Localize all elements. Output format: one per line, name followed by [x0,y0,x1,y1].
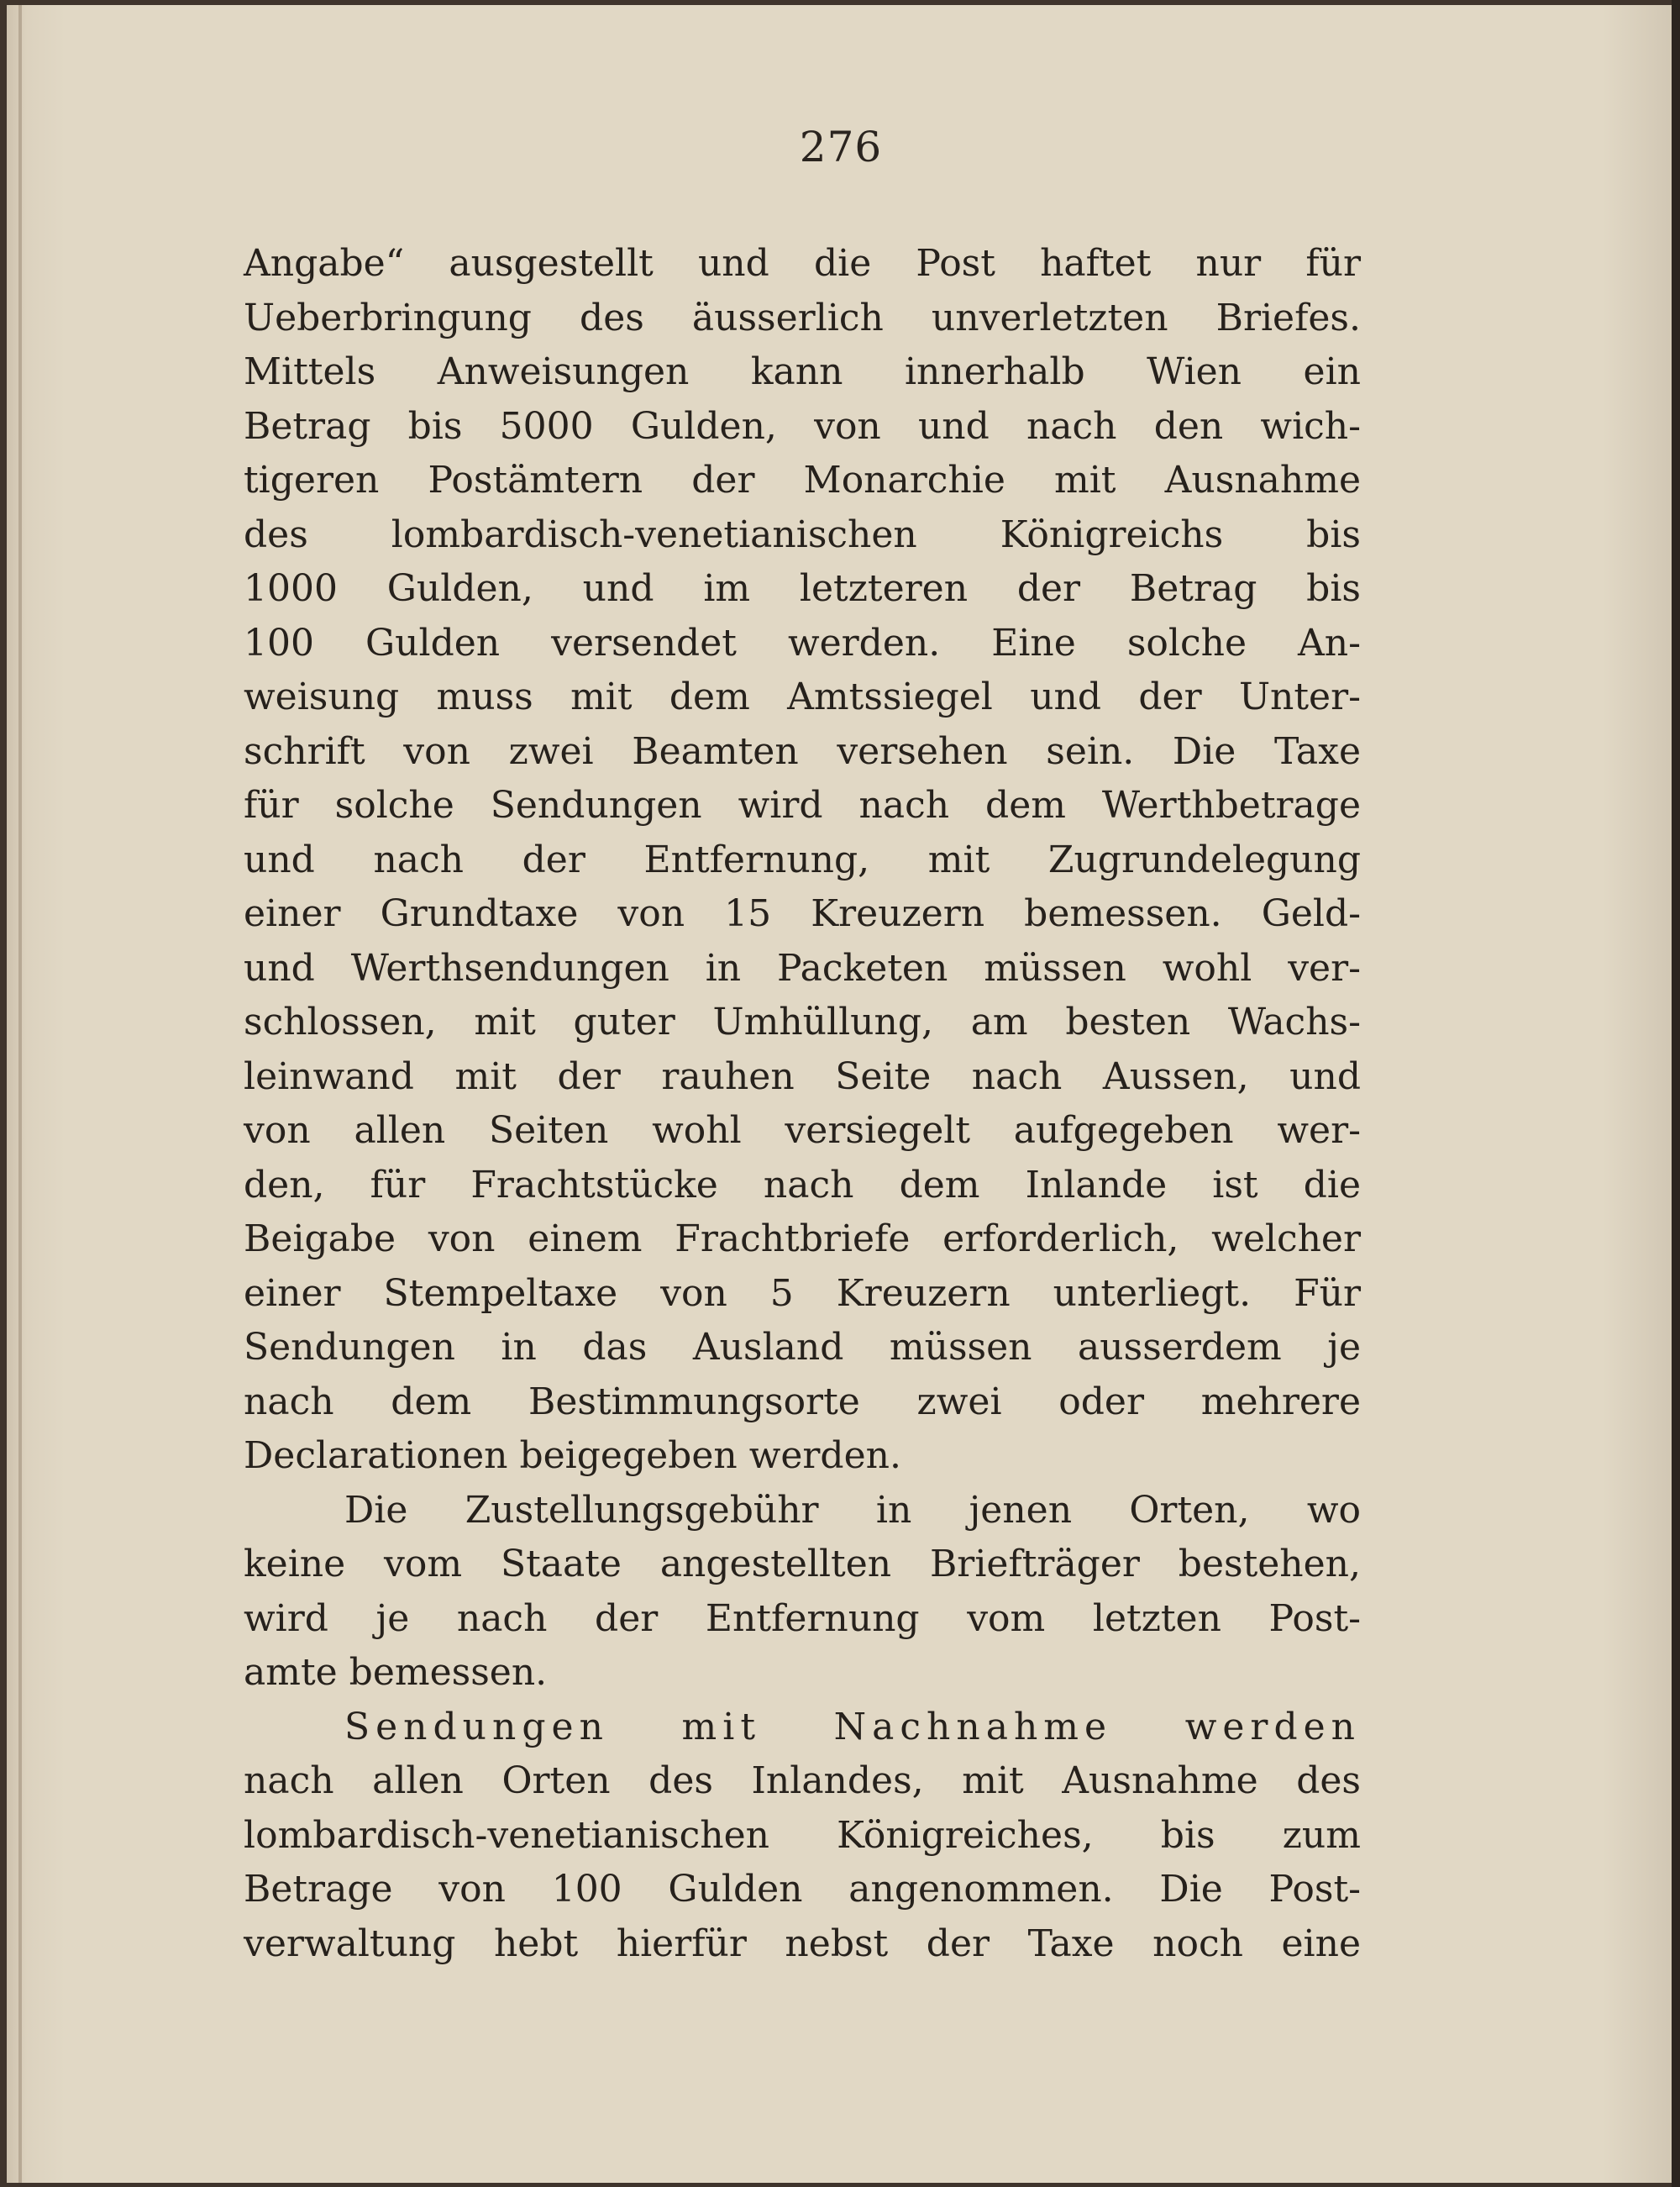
text-line: weisung muss mit dem Amtssiegel und der Unter- [244,676,1361,718]
text-line: den, für Frachtstücke nach dem Inlande ist die [244,1163,1361,1207]
text-line: schrift von zwei Beamten versehen sein. Die Taxe [244,729,1361,773]
text-line: verwaltung hebt hierfür nebst der Taxe noch eine [244,1922,1361,1965]
text-line: Sendungen mit Nachnahme werden [344,1705,1361,1748]
body-text [244,237,1361,1971]
text-line: 100 Gulden versendet werden. Eine solche An- [244,621,1361,665]
text-line: Beigabe von einem Frachtbriefe erforderlich, welcher [244,1217,1361,1260]
text-line: für solche Sendungen wird nach dem Werthbetrage [244,784,1361,827]
text-line: von allen Seiten wohl versiegelt aufgegeben wer- [244,1109,1361,1152]
text-line: Betrage von 100 Gulden angenommen. Die Post- [244,1868,1361,1911]
text-line: Declarationen beigegeben werden. [244,1434,901,1477]
text-line: und nach der Entfernung, mit Zugrundelegung [244,838,1361,881]
scan-right-border [1672,0,1680,2187]
text-line: lombardisch-venetianischen Königreiches, bis zum [244,1813,1361,1857]
text-line: Die Zustellungsgebühr in jenen Orten, wo [344,1488,1361,1532]
text-line: des lombardisch-venetianischen Königreichs bis [244,513,1361,556]
text-line: wird je nach der Entfernung vom letzten Post- [244,1596,1361,1640]
text-line: keine vom Staate angestellten Briefträger bestehen, [244,1543,1361,1585]
page-number: 276 [799,123,883,171]
text-line: und Werthsendungen in Packeten müssen wohl ver- [244,946,1361,990]
text-line: nach dem Bestimmungsorte zwei oder mehrere [244,1380,1361,1423]
text-line: Angabe“ ausgestellt und die Post haftet nur für [244,242,1361,285]
text-line: einer Stempeltaxe von 5 Kreuzern unterliegt. Für [244,1271,1361,1315]
text-line: nach allen Orten des Inlandes, mit Ausnahme des [244,1759,1361,1802]
text-line: Betrag bis 5000 Gulden, von und nach den wich- [244,404,1361,448]
text-line: schlossen, mit guter Umhüllung, am besten Wachs- [244,1001,1361,1044]
text-line: Ueberbringung des äusserlich unverletzten Briefes. [244,296,1361,339]
text-line: Sendungen in das Ausland müssen ausserdem je [244,1326,1361,1369]
book-page [7,5,1675,2183]
page-spine-edge [18,5,22,2183]
text-line: einer Grundtaxe von 15 Kreuzern bemessen. Geld- [244,892,1361,935]
text-line: 1000 Gulden, und im letzteren der Betrag bis [244,567,1361,610]
text-line: Mittels Anweisungen kann innerhalb Wien ein [244,350,1361,393]
text-line: leinwand mit der rauhen Seite nach Aussen, und [244,1054,1361,1098]
text-line: tigeren Postämtern der Monarchie mit Ausnahme [244,459,1361,502]
text-line: amte bemessen. [244,1651,548,1694]
